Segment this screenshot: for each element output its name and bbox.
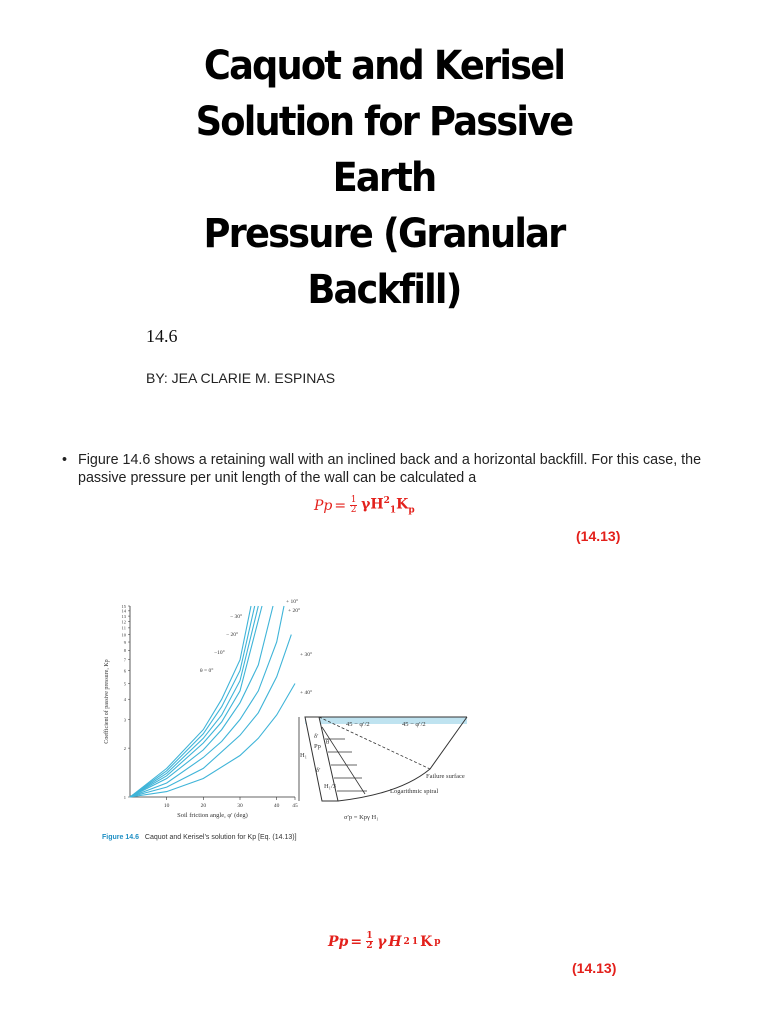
label-delta-2: δ′ <box>316 767 321 774</box>
y-tick-label: 5 <box>123 681 126 687</box>
x-tick-label: 40 <box>273 803 280 809</box>
eq-K: K <box>396 496 409 513</box>
y-tick-label: 3 <box>123 717 126 723</box>
bullet-icon: • <box>62 452 68 468</box>
y-tick-label: 6 <box>123 668 126 674</box>
eq-H: H <box>370 496 384 513</box>
y-tick-label: 13 <box>121 613 126 619</box>
y-tick-label: 8 <box>123 648 126 654</box>
label-log-spiral: Logarithmic spiral <box>390 788 439 795</box>
eq-K-sub: p <box>408 505 415 516</box>
series-label: θ = 0° <box>200 668 214 674</box>
caption-text: Caquot and Kerisel’s solution for Kp [Eq. (14.13)] <box>144 834 297 841</box>
section-number: 14.6 <box>146 326 178 346</box>
eq-H-sub: 1 <box>411 936 419 947</box>
eq-lhs: Pp <box>314 497 333 514</box>
label-failure-surface: Failure surface <box>426 773 465 780</box>
y-tick-label: 4 <box>123 697 126 703</box>
eq-fraction <box>366 932 373 951</box>
series-label: + 20° <box>288 608 301 614</box>
title-line: Earth <box>332 155 436 201</box>
eq-H: H <box>388 933 402 950</box>
caption-label: Figure 14.6 <box>102 834 139 841</box>
eq-fraction <box>350 496 357 515</box>
backfill-surface <box>305 717 467 724</box>
eq-equals: = <box>334 497 347 514</box>
equation-2-number: (14.13) <box>572 960 617 976</box>
series-line <box>130 635 291 797</box>
label-theta: θ <box>326 739 330 746</box>
x-tick-label: 10 <box>163 803 170 809</box>
y-tick-label: 14 <box>121 608 126 614</box>
frac-num: 1 <box>350 495 357 506</box>
series-line <box>130 606 284 797</box>
frac-den: 2 <box>366 941 373 951</box>
eq-K-sub: p <box>434 936 441 947</box>
bullet-paragraph <box>62 451 722 487</box>
equation-1 <box>314 496 415 515</box>
series-label: − 30° <box>230 614 243 620</box>
y-axis-label: Coefficient of passive pressure, Kp <box>104 659 110 744</box>
y-tick-label: 1 <box>123 794 126 800</box>
eq-gamma: γ <box>377 933 387 950</box>
slide-title <box>141 38 627 318</box>
x-axis-label: Soil friction angle, φ′ (deg) <box>177 812 248 819</box>
series-label: + 40° <box>300 690 313 696</box>
figure-14-6 <box>100 594 480 846</box>
y-tick-label: 2 <box>123 745 126 751</box>
y-tick-label: 9 <box>123 639 126 645</box>
label-H1-third: H₁/3 <box>324 783 337 790</box>
equation-2 <box>328 932 441 951</box>
label-H1: H₁ <box>300 752 307 759</box>
y-tick-label: 11 <box>121 625 126 631</box>
series-label: + 10° <box>286 599 299 605</box>
y-tick-label: 7 <box>123 657 126 663</box>
eq-H-sub: 1 <box>389 505 397 516</box>
bullet-text: Figure 14.6 shows a retaining wall with an inclined back and a horizontal backfill. For this case, the passive pressure per unit length of the wall can be calculated a <box>78 452 702 486</box>
label-angle-left: 45 − φ′/2 <box>346 721 370 728</box>
title-line: Solution for Passive <box>195 99 573 145</box>
kp-chart <box>103 598 312 819</box>
eq-K: K <box>420 933 433 950</box>
title-line: Pressure (Granular <box>203 211 565 257</box>
series-label: + 30° <box>300 652 313 658</box>
label-stress: σ′p = Kpγ H₁ <box>344 814 379 821</box>
series-line <box>130 606 258 797</box>
y-tick-label: 12 <box>121 619 126 625</box>
series-label: −10° <box>214 650 225 656</box>
y-tick-label: 10 <box>121 632 126 638</box>
eq-H-sup: 2 <box>403 936 410 947</box>
frac-den: 2 <box>350 505 357 516</box>
equation-1-number: (14.13) <box>576 528 621 544</box>
label-Pp: Pp <box>314 743 321 750</box>
series-label: − 20° <box>226 632 239 638</box>
y-tick-label: 15 <box>121 603 126 609</box>
eq-lhs: Pp <box>328 933 349 950</box>
eq-gamma: γ <box>361 496 371 513</box>
x-tick-label: 30 <box>237 803 243 809</box>
wall-diagram <box>299 717 467 821</box>
x-tick-label: 45 <box>292 803 298 809</box>
eq-equals: = <box>350 933 363 950</box>
frac-num: 1 <box>366 931 373 941</box>
label-delta-1: δ′ <box>314 733 319 740</box>
author-byline: BY: JEA CLARIE M. ESPINAS <box>146 370 336 386</box>
figure-caption <box>102 834 297 841</box>
x-tick-label: 20 <box>200 803 207 809</box>
series-line <box>130 606 262 797</box>
title-line: Backfill) <box>307 267 461 313</box>
eq-H-sup: 2 <box>383 496 390 506</box>
label-angle-right: 45 − φ′/2 <box>402 721 426 728</box>
title-line: Caquot and Kerisel <box>203 43 565 89</box>
figure-svg <box>100 594 480 846</box>
